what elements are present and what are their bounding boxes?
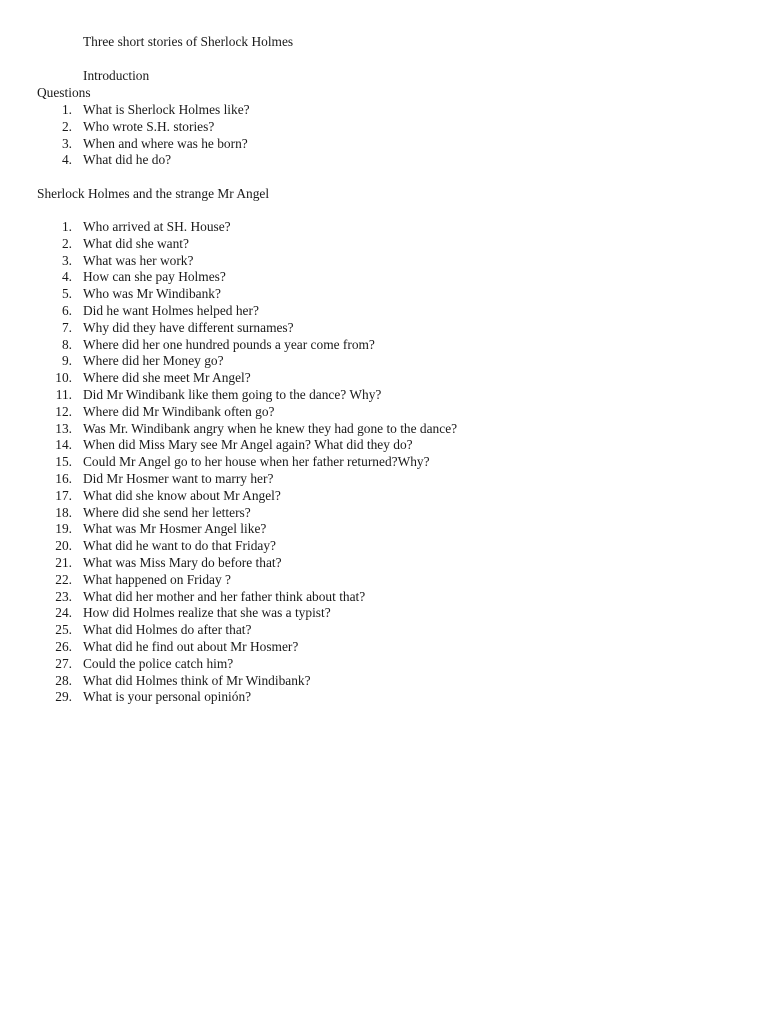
list-item-number: 24. — [55, 605, 72, 621]
list-item-text: Could the police catch him? — [83, 655, 234, 671]
list-item-text: When and where was he born? — [83, 135, 248, 151]
list-item-number: 21. — [55, 554, 72, 570]
list-item-text: What did he do? — [83, 152, 172, 168]
list-item-text: What did he find out about Mr Hosmer? — [83, 638, 299, 654]
list-item-number: 10. — [55, 370, 72, 386]
list-item-number: 29. — [55, 689, 72, 705]
list-item-number: 22. — [55, 571, 72, 587]
list-item-text: Who arrived at SH. House? — [83, 219, 231, 234]
list-item-text: When did Miss Mary see Mr Angel again? What did they do? — [83, 437, 413, 453]
list-item-text: Could Mr Angel go to her house when her father returned?Why? — [83, 454, 430, 470]
list-item-number: 18. — [55, 504, 72, 520]
list-item-text: Did he want Holmes helped her? — [83, 302, 259, 318]
questions-heading: Questions — [37, 85, 91, 100]
list-item-number: 16. — [55, 470, 72, 486]
list-item-number: 14. — [55, 437, 72, 453]
list-item-number: 2. — [61, 235, 72, 251]
list-item-number: 13. — [55, 420, 72, 436]
list-item-text: What did she know about Mr Angel? — [83, 487, 281, 503]
list-item-text: What did Holmes think of Mr Windibank? — [83, 672, 311, 688]
list-item-text: What happened on Friday ? — [83, 571, 231, 587]
list-item-number: 4. — [61, 152, 72, 168]
list-item-number: 11. — [55, 386, 72, 402]
list-item-text: What did her mother and her father think about that? — [83, 588, 366, 604]
list-item-number: 1. — [61, 219, 72, 234]
list-item-text: Where did her one hundred pounds a year come from? — [83, 336, 375, 352]
list-item-number: 7. — [61, 319, 72, 335]
list-item-number: 27. — [55, 655, 72, 671]
list-item-text: What did she want? — [83, 235, 189, 251]
list-item-number: 25. — [55, 622, 72, 638]
list-item-text: Was Mr. Windibank angry when he knew they had gone to the dance? — [83, 420, 458, 436]
list-item-text: Where did Mr Windibank often go? — [83, 403, 275, 419]
list-item-number: 1. — [61, 102, 72, 117]
list-item-number: 15. — [55, 454, 72, 470]
list-item-text: Who wrote S.H. stories? — [83, 118, 215, 134]
list-item-text: Did Mr Hosmer want to marry her? — [83, 470, 274, 486]
list-item-number: 6. — [61, 302, 72, 318]
list-item-number: 26. — [55, 638, 72, 654]
list-item-number: 28. — [55, 672, 72, 688]
list-item-text: Who was Mr Windibank? — [83, 286, 221, 302]
list-item-text: How did Holmes realize that she was a typist? — [83, 605, 331, 621]
list-item-number: 19. — [55, 521, 72, 537]
list-item-text: Where did she send her letters? — [83, 504, 251, 520]
section-heading-mr-angel: Sherlock Holmes and the strange Mr Angel — [37, 186, 270, 201]
list-item-text: What was Mr Hosmer Angel like? — [83, 521, 267, 537]
introduction-label: Introduction — [83, 68, 150, 83]
list-item-text: Where did her Money go? — [83, 353, 224, 369]
list-item-text: What did Holmes do after that? — [83, 622, 252, 638]
document-title: Three short stories of Sherlock Holmes — [83, 34, 294, 49]
list-item-text: What did he want to do that Friday? — [83, 538, 277, 554]
list-item-number: 8. — [61, 336, 72, 352]
list-item-number: 17. — [55, 487, 72, 503]
list-item-text: Where did she meet Mr Angel? — [83, 370, 251, 386]
list-item-text: What was Miss Mary do before that? — [83, 554, 282, 570]
list-item-number: 23. — [55, 588, 72, 604]
list-item-text: What was her work? — [83, 252, 194, 268]
list-item-text: What is your personal opinión? — [83, 689, 252, 705]
list-item-number: 4. — [61, 269, 72, 285]
list-item-text: How can she pay Holmes? — [83, 269, 226, 285]
list-item-number: 2. — [61, 118, 72, 134]
list-item-text: Why did they have different surnames? — [83, 319, 294, 335]
list-item-number: 9. — [61, 353, 72, 369]
list-item-number: 5. — [61, 286, 72, 302]
list-item-text: What is Sherlock Holmes like? — [83, 102, 250, 117]
list-item-number: 12. — [55, 403, 72, 419]
list-item-number: 20. — [55, 538, 72, 554]
list-item-number: 3. — [61, 135, 72, 151]
list-item-number: 3. — [61, 252, 72, 268]
list-item-text: Did Mr Windibank like them going to the dance? Why? — [83, 386, 382, 402]
